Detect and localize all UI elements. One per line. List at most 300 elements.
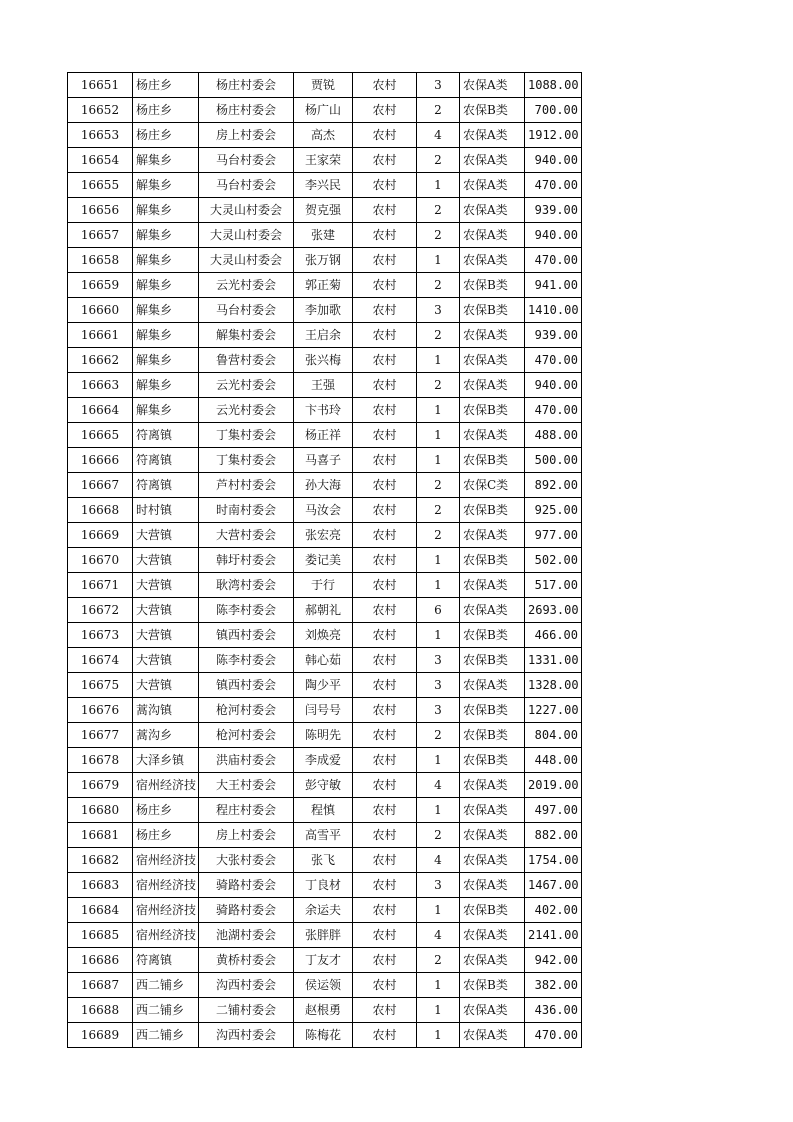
table-body (68, 73, 582, 1048)
household-type-cell: 农村 (353, 273, 417, 298)
township-cell: 解集乡 (133, 248, 199, 273)
person-name-cell: 马喜子 (294, 448, 353, 473)
record-number-cell: 16664 (68, 398, 133, 423)
record-number-cell: 16674 (68, 648, 133, 673)
household-size-cell: 2 (417, 948, 460, 973)
person-name-cell: 张胖胖 (294, 923, 353, 948)
insurance-category-cell: 农保A类 (460, 798, 525, 823)
table-row (68, 423, 582, 448)
village-committee-cell: 大王村委会 (199, 773, 294, 798)
person-name-cell: 贺克强 (294, 198, 353, 223)
amount-cell: 500.00 (525, 448, 582, 473)
table-row (68, 198, 582, 223)
table-row (68, 323, 582, 348)
person-name-cell: 张飞 (294, 848, 353, 873)
amount-cell: 502.00 (525, 548, 582, 573)
township-cell: 解集乡 (133, 373, 199, 398)
township-cell: 解集乡 (133, 198, 199, 223)
village-committee-cell: 丁集村委会 (199, 448, 294, 473)
amount-cell: 2693.00 (525, 598, 582, 623)
household-size-cell: 1 (417, 623, 460, 648)
table-row (68, 123, 582, 148)
person-name-cell: 闫号号 (294, 698, 353, 723)
table-row (68, 148, 582, 173)
table-row (68, 898, 582, 923)
amount-cell: 942.00 (525, 948, 582, 973)
table-row (68, 348, 582, 373)
person-name-cell: 张万钢 (294, 248, 353, 273)
amount-cell: 892.00 (525, 473, 582, 498)
record-number-cell: 16651 (68, 73, 133, 98)
village-committee-cell: 沟西村委会 (199, 973, 294, 998)
village-committee-cell: 沟西村委会 (199, 1023, 294, 1048)
amount-cell: 488.00 (525, 423, 582, 448)
township-cell: 杨庄乡 (133, 798, 199, 823)
household-type-cell: 农村 (353, 748, 417, 773)
record-number-cell: 16657 (68, 223, 133, 248)
table-row (68, 723, 582, 748)
village-committee-cell: 池湖村委会 (199, 923, 294, 948)
table-row (68, 773, 582, 798)
household-size-cell: 2 (417, 148, 460, 173)
township-cell: 西二铺乡 (133, 998, 199, 1023)
township-cell: 大营镇 (133, 648, 199, 673)
township-cell: 时村镇 (133, 498, 199, 523)
record-number-cell: 16660 (68, 298, 133, 323)
amount-cell: 1331.00 (525, 648, 582, 673)
household-size-cell: 1 (417, 973, 460, 998)
person-name-cell: 余运夫 (294, 898, 353, 923)
village-committee-cell: 云光村委会 (199, 398, 294, 423)
person-name-cell: 李兴民 (294, 173, 353, 198)
insurance-category-cell: 农保A类 (460, 248, 525, 273)
insurance-category-cell: 农保B类 (460, 898, 525, 923)
household-type-cell: 农村 (353, 548, 417, 573)
village-committee-cell: 大灵山村委会 (199, 248, 294, 273)
village-committee-cell: 大灵山村委会 (199, 223, 294, 248)
record-number-cell: 16671 (68, 573, 133, 598)
table-row (68, 473, 582, 498)
record-number-cell: 16680 (68, 798, 133, 823)
insurance-category-cell: 农保A类 (460, 223, 525, 248)
insurance-category-cell: 农保A类 (460, 998, 525, 1023)
table-row (68, 498, 582, 523)
household-size-cell: 4 (417, 123, 460, 148)
person-name-cell: 李加歌 (294, 298, 353, 323)
village-committee-cell: 马台村委会 (199, 148, 294, 173)
village-committee-cell: 马台村委会 (199, 298, 294, 323)
person-name-cell: 杨正祥 (294, 423, 353, 448)
village-committee-cell: 大张村委会 (199, 848, 294, 873)
village-committee-cell: 解集村委会 (199, 323, 294, 348)
person-name-cell: 马汝会 (294, 498, 353, 523)
person-name-cell: 郝朝礼 (294, 598, 353, 623)
amount-cell: 402.00 (525, 898, 582, 923)
township-cell: 大营镇 (133, 673, 199, 698)
amount-cell: 1227.00 (525, 698, 582, 723)
person-name-cell: 彭守敏 (294, 773, 353, 798)
amount-cell: 940.00 (525, 223, 582, 248)
table-row (68, 398, 582, 423)
amount-cell: 1088.00 (525, 73, 582, 98)
village-committee-cell: 程庄村委会 (199, 798, 294, 823)
record-number-cell: 16667 (68, 473, 133, 498)
household-size-cell: 4 (417, 848, 460, 873)
table-row (68, 848, 582, 873)
village-committee-cell: 房上村委会 (199, 123, 294, 148)
table-row (68, 248, 582, 273)
household-type-cell: 农村 (353, 948, 417, 973)
township-cell: 宿州经济技 (133, 848, 199, 873)
village-committee-cell: 陈李村委会 (199, 648, 294, 673)
table-row (68, 748, 582, 773)
person-name-cell: 杨广山 (294, 98, 353, 123)
township-cell: 符离镇 (133, 448, 199, 473)
insurance-category-cell: 农保A类 (460, 948, 525, 973)
record-number-cell: 16685 (68, 923, 133, 948)
village-committee-cell: 镇西村委会 (199, 623, 294, 648)
village-committee-cell: 黄桥村委会 (199, 948, 294, 973)
township-cell: 宿州经济技 (133, 923, 199, 948)
village-committee-cell: 丁集村委会 (199, 423, 294, 448)
amount-cell: 940.00 (525, 148, 582, 173)
township-cell: 解集乡 (133, 148, 199, 173)
township-cell: 大营镇 (133, 623, 199, 648)
household-type-cell: 农村 (353, 698, 417, 723)
record-number-cell: 16683 (68, 873, 133, 898)
township-cell: 杨庄乡 (133, 73, 199, 98)
township-cell: 蒿沟乡 (133, 723, 199, 748)
household-type-cell: 农村 (353, 348, 417, 373)
household-size-cell: 1 (417, 898, 460, 923)
village-committee-cell: 鲁营村委会 (199, 348, 294, 373)
amount-cell: 1410.00 (525, 298, 582, 323)
household-size-cell: 1 (417, 398, 460, 423)
amount-cell: 2019.00 (525, 773, 582, 798)
table-row (68, 673, 582, 698)
record-number-cell: 16677 (68, 723, 133, 748)
household-type-cell: 农村 (353, 973, 417, 998)
insurance-category-cell: 农保B类 (460, 398, 525, 423)
table-row (68, 223, 582, 248)
household-size-cell: 2 (417, 723, 460, 748)
table-row (68, 298, 582, 323)
record-number-cell: 16663 (68, 373, 133, 398)
insurance-category-cell: 农保B类 (460, 698, 525, 723)
insurance-category-cell: 农保A类 (460, 198, 525, 223)
record-number-cell: 16679 (68, 773, 133, 798)
table-row (68, 573, 582, 598)
household-size-cell: 2 (417, 373, 460, 398)
person-name-cell: 孙大海 (294, 473, 353, 498)
township-cell: 解集乡 (133, 223, 199, 248)
household-type-cell: 农村 (353, 248, 417, 273)
village-committee-cell: 房上村委会 (199, 823, 294, 848)
township-cell: 西二铺乡 (133, 1023, 199, 1048)
household-type-cell: 农村 (353, 998, 417, 1023)
township-cell: 解集乡 (133, 273, 199, 298)
amount-cell: 470.00 (525, 398, 582, 423)
insurance-category-cell: 农保A类 (460, 823, 525, 848)
table-row (68, 998, 582, 1023)
village-committee-cell: 时南村委会 (199, 498, 294, 523)
township-cell: 杨庄乡 (133, 823, 199, 848)
table-row (68, 448, 582, 473)
insurance-category-cell: 农保A类 (460, 523, 525, 548)
household-type-cell: 农村 (353, 923, 417, 948)
amount-cell: 466.00 (525, 623, 582, 648)
insurance-category-cell: 农保A类 (460, 848, 525, 873)
household-type-cell: 农村 (353, 398, 417, 423)
township-cell: 杨庄乡 (133, 98, 199, 123)
insurance-category-cell: 农保B类 (460, 973, 525, 998)
household-size-cell: 1 (417, 548, 460, 573)
household-type-cell: 农村 (353, 798, 417, 823)
township-cell: 符离镇 (133, 423, 199, 448)
township-cell: 大营镇 (133, 523, 199, 548)
household-size-cell: 1 (417, 1023, 460, 1048)
table-row (68, 98, 582, 123)
record-number-cell: 16670 (68, 548, 133, 573)
record-number-cell: 16687 (68, 973, 133, 998)
household-type-cell: 农村 (353, 673, 417, 698)
person-name-cell: 丁友才 (294, 948, 353, 973)
amount-cell: 940.00 (525, 373, 582, 398)
household-size-cell: 3 (417, 298, 460, 323)
household-size-cell: 3 (417, 648, 460, 673)
record-number-cell: 16682 (68, 848, 133, 873)
household-size-cell: 1 (417, 348, 460, 373)
amount-cell: 470.00 (525, 1023, 582, 1048)
household-size-cell: 3 (417, 73, 460, 98)
household-size-cell: 2 (417, 273, 460, 298)
table-row (68, 873, 582, 898)
record-number-cell: 16659 (68, 273, 133, 298)
village-committee-cell: 杨庄村委会 (199, 73, 294, 98)
village-committee-cell: 韩圩村委会 (199, 548, 294, 573)
amount-cell: 882.00 (525, 823, 582, 848)
person-name-cell: 李成爱 (294, 748, 353, 773)
insurance-category-cell: 农保A类 (460, 773, 525, 798)
household-type-cell: 农村 (353, 473, 417, 498)
household-type-cell: 农村 (353, 498, 417, 523)
township-cell: 蒿沟镇 (133, 698, 199, 723)
person-name-cell: 于行 (294, 573, 353, 598)
insurance-category-cell: 农保A类 (460, 423, 525, 448)
household-type-cell: 农村 (353, 298, 417, 323)
amount-cell: 939.00 (525, 323, 582, 348)
household-size-cell: 2 (417, 223, 460, 248)
amount-cell: 470.00 (525, 248, 582, 273)
insurance-category-cell: 农保B类 (460, 298, 525, 323)
record-number-cell: 16665 (68, 423, 133, 448)
person-name-cell: 高雪平 (294, 823, 353, 848)
household-size-cell: 4 (417, 923, 460, 948)
record-number-cell: 16668 (68, 498, 133, 523)
household-size-cell: 1 (417, 998, 460, 1023)
table-row (68, 923, 582, 948)
person-name-cell: 张宏亮 (294, 523, 353, 548)
insurance-category-cell: 农保B类 (460, 448, 525, 473)
record-number-cell: 16654 (68, 148, 133, 173)
insurance-category-cell: 农保B类 (460, 498, 525, 523)
household-size-cell: 1 (417, 573, 460, 598)
township-cell: 大泽乡镇 (133, 748, 199, 773)
household-size-cell: 1 (417, 173, 460, 198)
village-committee-cell: 洪庙村委会 (199, 748, 294, 773)
record-number-cell: 16661 (68, 323, 133, 348)
village-committee-cell: 大灵山村委会 (199, 198, 294, 223)
township-cell: 大营镇 (133, 598, 199, 623)
township-cell: 解集乡 (133, 323, 199, 348)
township-cell: 大营镇 (133, 573, 199, 598)
household-size-cell: 2 (417, 198, 460, 223)
person-name-cell: 韩心茹 (294, 648, 353, 673)
insurance-category-cell: 农保B类 (460, 723, 525, 748)
household-type-cell: 农村 (353, 773, 417, 798)
village-committee-cell: 二铺村委会 (199, 998, 294, 1023)
household-type-cell: 农村 (353, 573, 417, 598)
village-committee-cell: 枪河村委会 (199, 723, 294, 748)
person-name-cell: 王强 (294, 373, 353, 398)
household-size-cell: 2 (417, 98, 460, 123)
township-cell: 西二铺乡 (133, 973, 199, 998)
household-type-cell: 农村 (353, 98, 417, 123)
household-type-cell: 农村 (353, 123, 417, 148)
household-size-cell: 1 (417, 248, 460, 273)
person-name-cell: 贾锐 (294, 73, 353, 98)
household-type-cell: 农村 (353, 848, 417, 873)
household-size-cell: 3 (417, 873, 460, 898)
insurance-category-cell: 农保A类 (460, 173, 525, 198)
amount-cell: 939.00 (525, 198, 582, 223)
insurance-category-cell: 农保A类 (460, 148, 525, 173)
person-name-cell: 陶少平 (294, 673, 353, 698)
insurance-category-cell: 农保B类 (460, 548, 525, 573)
person-name-cell: 王家荣 (294, 148, 353, 173)
household-type-cell: 农村 (353, 873, 417, 898)
village-committee-cell: 镇西村委会 (199, 673, 294, 698)
amount-cell: 517.00 (525, 573, 582, 598)
household-size-cell: 2 (417, 473, 460, 498)
township-cell: 解集乡 (133, 348, 199, 373)
person-name-cell: 张兴梅 (294, 348, 353, 373)
household-size-cell: 1 (417, 423, 460, 448)
record-number-cell: 16656 (68, 198, 133, 223)
relief-roster-table (67, 72, 582, 1048)
insurance-category-cell: 农保A类 (460, 123, 525, 148)
person-name-cell: 陈梅花 (294, 1023, 353, 1048)
township-cell: 杨庄乡 (133, 123, 199, 148)
household-size-cell: 1 (417, 748, 460, 773)
village-committee-cell: 骑路村委会 (199, 873, 294, 898)
table-row (68, 823, 582, 848)
household-type-cell: 农村 (353, 423, 417, 448)
insurance-category-cell: 农保B类 (460, 273, 525, 298)
household-type-cell: 农村 (353, 448, 417, 473)
township-cell: 解集乡 (133, 298, 199, 323)
table-row (68, 973, 582, 998)
table-row (68, 523, 582, 548)
amount-cell: 804.00 (525, 723, 582, 748)
household-size-cell: 2 (417, 523, 460, 548)
record-number-cell: 16653 (68, 123, 133, 148)
village-committee-cell: 耿湾村委会 (199, 573, 294, 598)
person-name-cell: 卞书玲 (294, 398, 353, 423)
household-type-cell: 农村 (353, 523, 417, 548)
household-type-cell: 农村 (353, 823, 417, 848)
household-type-cell: 农村 (353, 223, 417, 248)
person-name-cell: 娄记美 (294, 548, 353, 573)
record-number-cell: 16676 (68, 698, 133, 723)
insurance-category-cell: 农保A类 (460, 923, 525, 948)
amount-cell: 436.00 (525, 998, 582, 1023)
table-row (68, 173, 582, 198)
township-cell: 符离镇 (133, 473, 199, 498)
amount-cell: 497.00 (525, 798, 582, 823)
record-number-cell: 16673 (68, 623, 133, 648)
household-type-cell: 农村 (353, 323, 417, 348)
insurance-category-cell: 农保A类 (460, 873, 525, 898)
insurance-category-cell: 农保B类 (460, 648, 525, 673)
person-name-cell: 丁良材 (294, 873, 353, 898)
township-cell: 解集乡 (133, 173, 199, 198)
amount-cell: 1912.00 (525, 123, 582, 148)
insurance-category-cell: 农保B类 (460, 748, 525, 773)
insurance-category-cell: 农保A类 (460, 373, 525, 398)
insurance-category-cell: 农保A类 (460, 1023, 525, 1048)
village-committee-cell: 云光村委会 (199, 373, 294, 398)
amount-cell: 941.00 (525, 273, 582, 298)
person-name-cell: 程慎 (294, 798, 353, 823)
household-type-cell: 农村 (353, 598, 417, 623)
record-number-cell: 16669 (68, 523, 133, 548)
record-number-cell: 16689 (68, 1023, 133, 1048)
amount-cell: 2141.00 (525, 923, 582, 948)
record-number-cell: 16688 (68, 998, 133, 1023)
table-row (68, 623, 582, 648)
record-number-cell: 16678 (68, 748, 133, 773)
insurance-category-cell: 农保A类 (460, 73, 525, 98)
household-type-cell: 农村 (353, 623, 417, 648)
person-name-cell: 陈明先 (294, 723, 353, 748)
household-size-cell: 1 (417, 798, 460, 823)
village-committee-cell: 大营村委会 (199, 523, 294, 548)
household-type-cell: 农村 (353, 198, 417, 223)
person-name-cell: 郭正菊 (294, 273, 353, 298)
amount-cell: 925.00 (525, 498, 582, 523)
amount-cell: 382.00 (525, 973, 582, 998)
table-row (68, 598, 582, 623)
village-committee-cell: 骑路村委会 (199, 898, 294, 923)
household-type-cell: 农村 (353, 648, 417, 673)
amount-cell: 1754.00 (525, 848, 582, 873)
record-number-cell: 16672 (68, 598, 133, 623)
record-number-cell: 16658 (68, 248, 133, 273)
household-size-cell: 4 (417, 773, 460, 798)
household-type-cell: 农村 (353, 898, 417, 923)
amount-cell: 470.00 (525, 173, 582, 198)
amount-cell: 1467.00 (525, 873, 582, 898)
township-cell: 解集乡 (133, 398, 199, 423)
insurance-category-cell: 农保C类 (460, 473, 525, 498)
table-row (68, 548, 582, 573)
township-cell: 宿州经济技 (133, 898, 199, 923)
insurance-category-cell: 农保A类 (460, 573, 525, 598)
person-name-cell: 高杰 (294, 123, 353, 148)
household-size-cell: 2 (417, 323, 460, 348)
table-row (68, 648, 582, 673)
